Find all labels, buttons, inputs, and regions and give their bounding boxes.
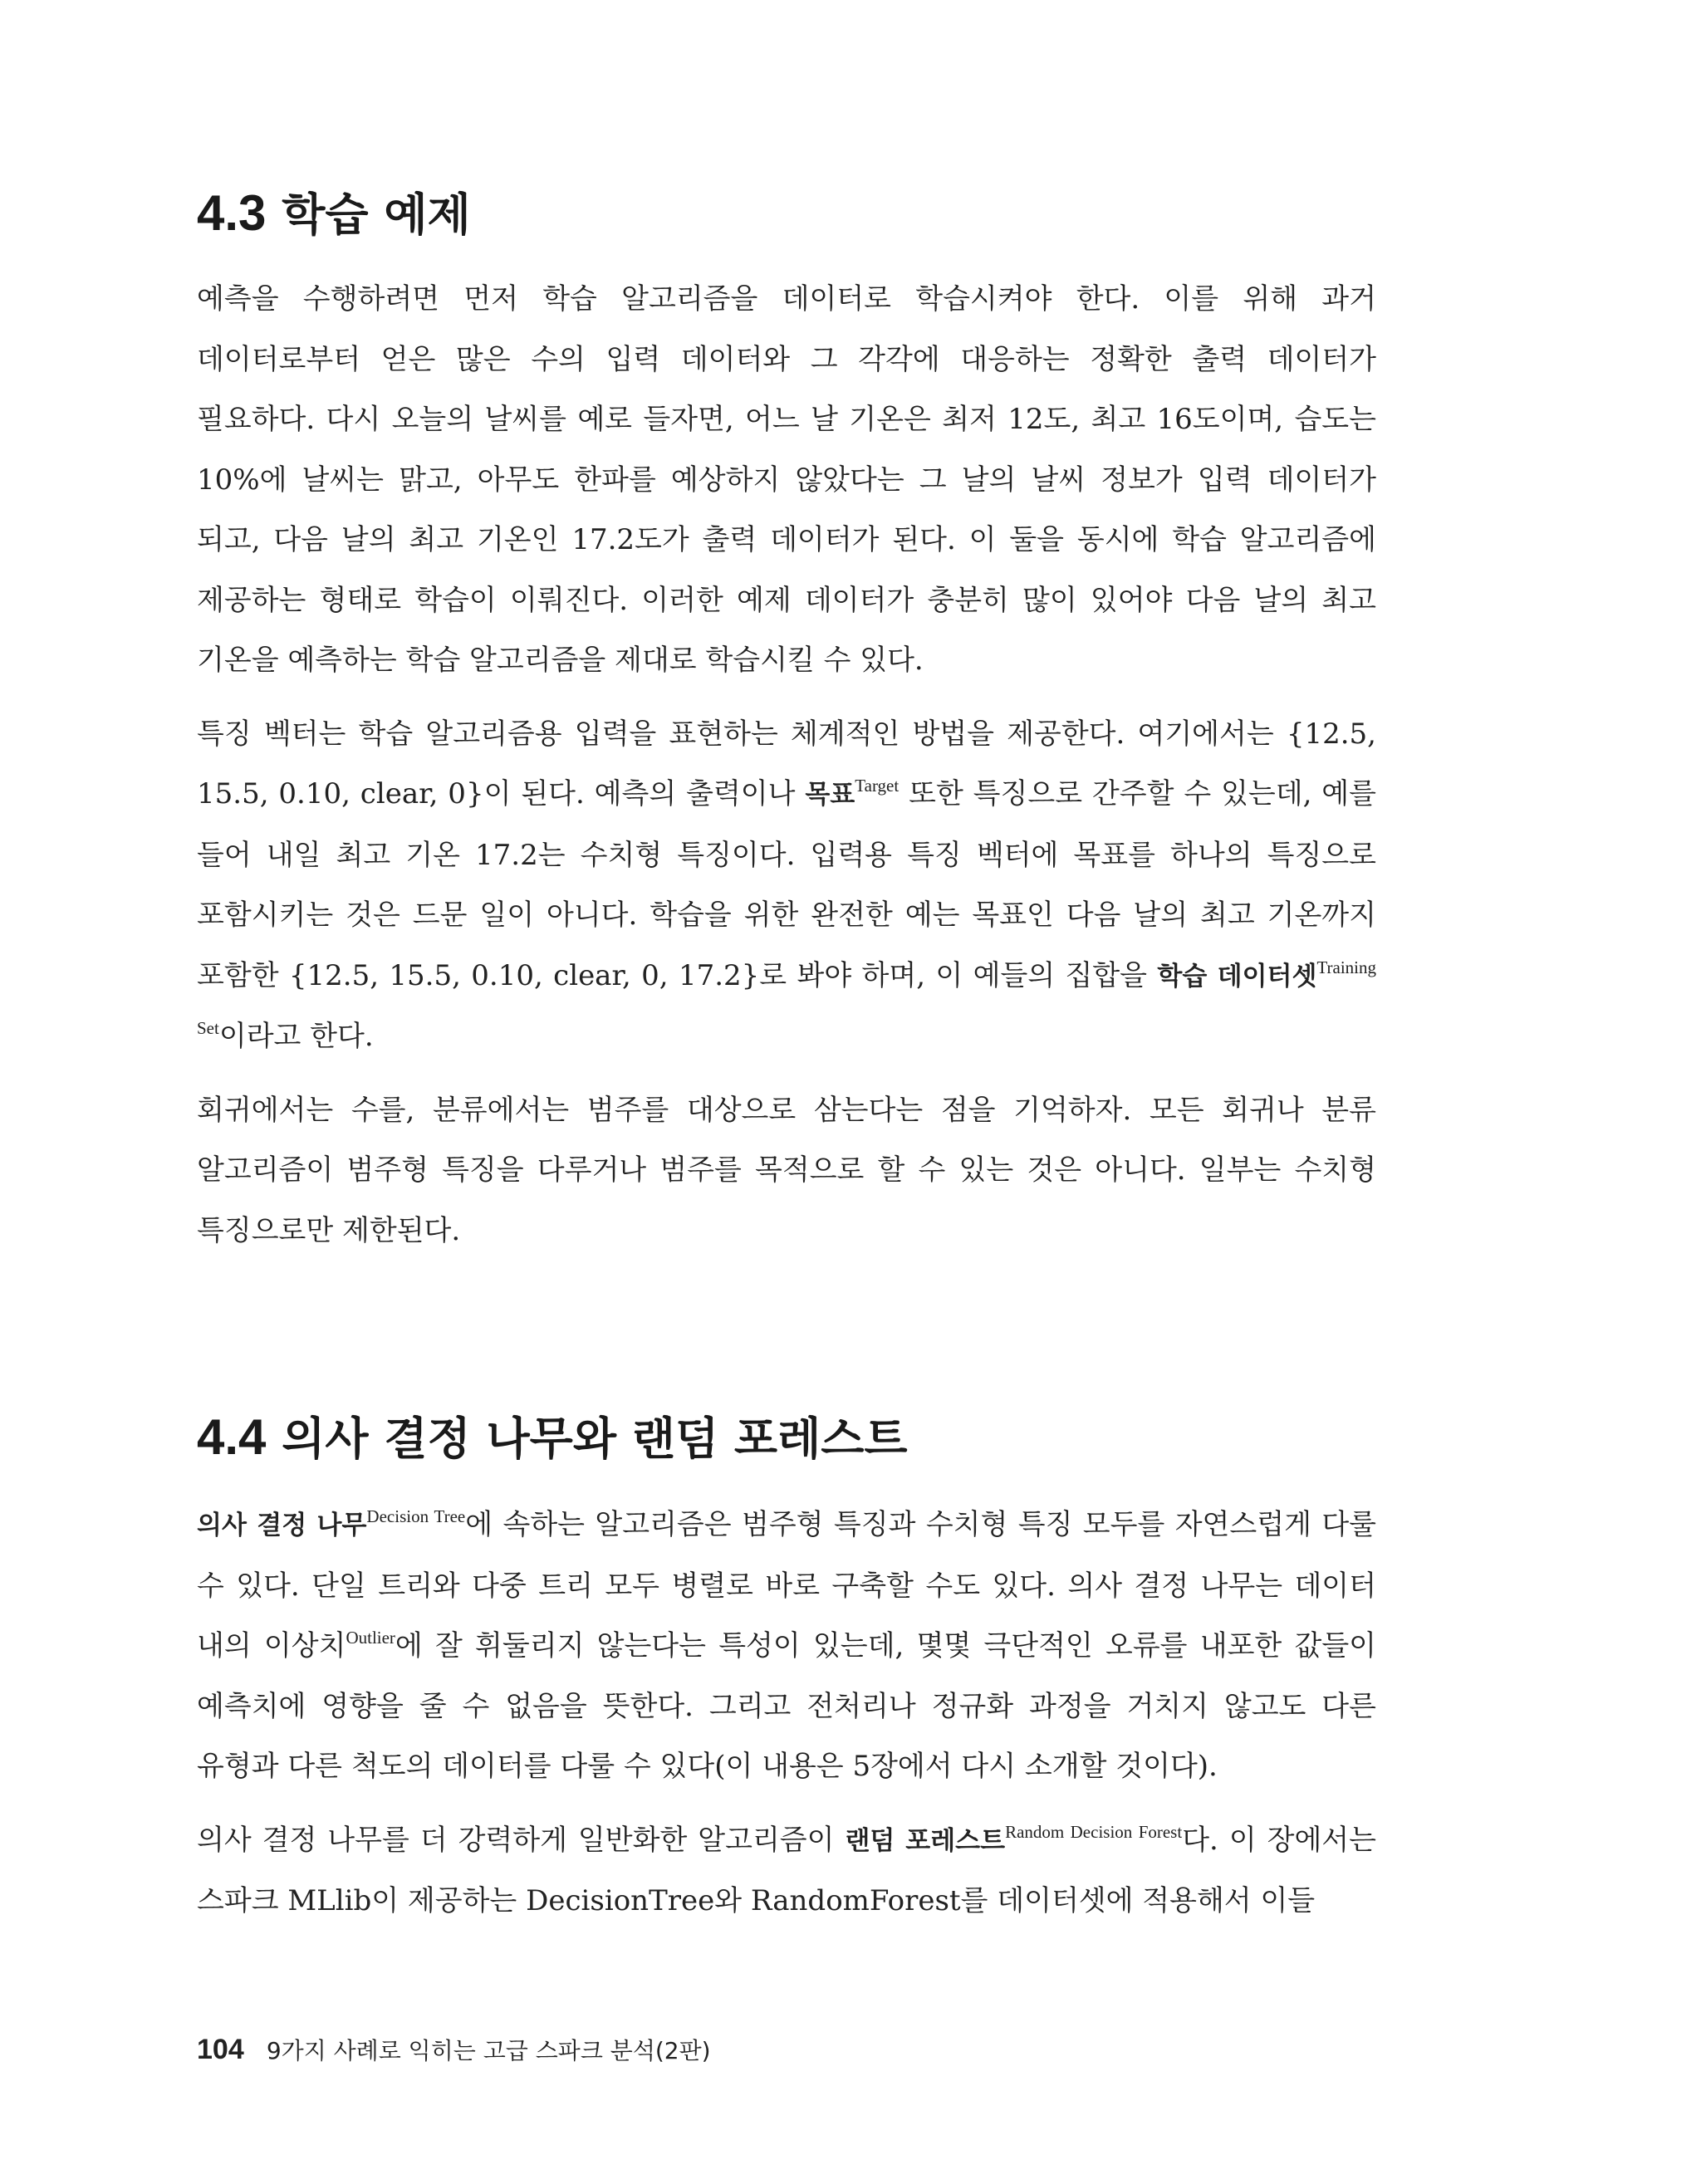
paragraph-text: 회귀에서는 수를, 분류에서는 범주를 대상으로 삼는다는 점을 기억하자. 모든 회귀나 분류 알고리즘이 범주형 특징을 다루거나 범주를 목적으로 할 수 있는 것은 아니다. 일부는 수치형 특징으로만 제한된다. xyxy=(197,1093,1376,1247)
term-target: 목표 xyxy=(805,780,855,810)
paragraph-text: 또한 특징으로 간주할 수 있는데, 예를 들어 내일 최고 기온 17.2는 수치형 특징이다. 입력용 특징 벡터에 목표를 하나의 특징으로 포함시키는 것은 드문 일이 아니다. 학습을 위한 완전한 예는 목표인 다음 날의 최고 기온까지 포함한 {12.5, 15.5, 0.10, clear, 0, 17.2}로 봐야 하며, 이 예들의 집합을 xyxy=(197,777,1376,992)
paragraph xyxy=(197,1495,1376,1797)
section-title: 의사 결정 나무와 랜덤 포레스트 xyxy=(282,1413,908,1465)
paragraph-text: 이라고 한다. xyxy=(218,1020,374,1053)
paragraph xyxy=(197,269,1376,691)
term-outlier-english: Outlier xyxy=(346,1628,395,1648)
term-decision-tree-english: Decision Tree xyxy=(366,1506,466,1526)
section-4-3-body xyxy=(197,269,1376,1261)
paragraph xyxy=(197,1810,1376,1932)
page-footer xyxy=(197,2033,711,2066)
section-4-4-body xyxy=(197,1495,1376,1932)
paragraph-text: 의사 결정 나무를 더 강력하게 일반화한 알고리즘이 xyxy=(197,1823,846,1857)
section-number: 4.4 xyxy=(197,1409,267,1465)
term-training-set: 학습 데이터셋 xyxy=(1157,961,1317,992)
paragraph-text: 특징 벡터는 학습 알고리즘용 입력을 표현하는 체계적인 방법을 제공한다. 여기에서는 {12.5, 15.5, 0.10, clear, 0}이 된다. 예측의 출력이나 xyxy=(197,717,1376,810)
term-random-forest: 랜덤 포레스트 xyxy=(845,1825,1006,1856)
paragraph-text: 에 속하는 알고리즘은 범주형 특징과 수치형 특징 모두를 자연스럽게 다룰 수 있다. 단일 트리와 다중 트리 모두 병렬로 바로 구축할 수도 있다. 의사 결정 나무는 데이터 내의 이상치 xyxy=(197,1508,1377,1662)
term-training-set-english: Training Set xyxy=(197,957,1377,1038)
section-title: 학습 예제 xyxy=(282,189,471,241)
paragraph-text: 다. 이 장에서는 스파크 MLlib이 제공하는 DecisionTree와 RandomForest를 데이터셋에 적용해서 이들 xyxy=(197,1823,1376,1917)
page-number: 104 xyxy=(197,2034,244,2065)
book-title: 9가지 사례로 익히는 고급 스파크 분석(2판) xyxy=(266,2037,711,2064)
paragraph-text: 예측을 수행하려면 먼저 학습 알고리즘을 데이터로 학습시켜야 한다. 이를 위해 과거 데이터로부터 얻은 많은 수의 입력 데이터와 그 각각에 대응하는 정확한 출력 데이터가 필요하다. 다시 오늘의 날씨를 예로 들자면, 어느 날 기온은 최저 12도, 최고 16도이며, 습도는 10%에 날씨는 맑고, 아무도 한파를 예상하지 않았다는 그 날의 날씨 정보가 입력 데이터가 되고, 다음 날의 최고 기온인 17.2도가 출력 데이터가 된다. 이 둘을 동시에 학습 알고리즘에 제공하는 형태로 학습이 이뤄진다. 이러한 예제 데이터가 충분히 많이 있어야 다음 날의 최고 기온을 예측하는 학습 알고리즘을 제대로 학습시킬 수 있다. xyxy=(197,282,1376,677)
paragraph-text: 에 잘 휘둘리지 않는다는 특성이 있는데, 몇몇 극단적인 오류를 내포한 값들이 예측치에 영향을 줄 수 없음을 뜻한다. 그리고 전처리나 정규화 과정을 거치지 않고도 다른 유형과 다른 척도의 데이터를 다룰 수 있다(이 내용은 5장에서 다시 소개할 것이다). xyxy=(197,1629,1377,1783)
section-4-3-heading xyxy=(197,184,471,244)
section-number: 4.3 xyxy=(197,185,267,241)
term-target-english: Target xyxy=(855,776,900,796)
term-decision-tree: 의사 결정 나무 xyxy=(197,1511,367,1540)
section-4-4-heading xyxy=(197,1408,908,1468)
term-random-forest-english: Random Decision Forest xyxy=(1005,1821,1183,1842)
paragraph xyxy=(197,1080,1376,1261)
paragraph xyxy=(197,704,1376,1067)
